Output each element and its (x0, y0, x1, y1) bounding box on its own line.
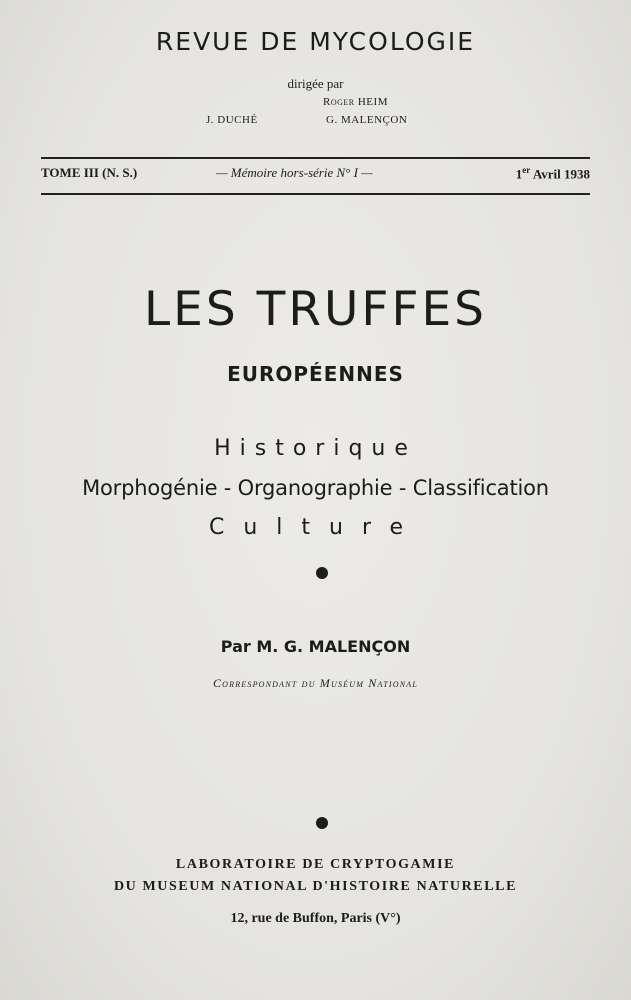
publisher-line-2: DU MUSEUM NATIONAL D'HISTOIRE NATURELLE (113, 879, 518, 894)
book-subtitle: EUROPÉENNES (227, 362, 404, 386)
topic-culture: Culture (208, 515, 423, 540)
top-rule (41, 157, 590, 159)
author-affiliation: Correspondant du Muséum National (212, 676, 419, 690)
date-rest: Avril 1938 (530, 166, 590, 182)
topic-morphogenie: Morphogénie - Organographie - Classification (82, 476, 549, 500)
author-line: Par M. G. MALENÇON (220, 637, 411, 656)
issue-line (41, 165, 590, 185)
bottom-rule (41, 193, 590, 195)
publisher-line-1: LABORATOIRE DE CRYPTOGAMIE (175, 857, 456, 872)
memoir-label: — Mémoire hors-série N° I — (216, 165, 373, 180)
issue-date (516, 165, 590, 182)
editor-heim: Roger HEIM (323, 96, 388, 108)
editor-malencon: G. MALENÇON (326, 114, 408, 126)
date-sup: er (522, 165, 531, 175)
ornament-dot-2 (316, 817, 328, 829)
publisher-address: 12, rue de Buffon, Paris (V°) (230, 911, 401, 926)
volume-label: TOME III (N. S.) (41, 165, 138, 180)
journal-title: REVUE DE MYCOLOGIE (155, 27, 476, 56)
directed-by-label: dirigée par (287, 76, 344, 91)
editor-duche: J. DUCHÉ (206, 114, 258, 126)
topic-historique: Historique (214, 436, 417, 461)
ornament-dot-1 (316, 567, 328, 579)
date-day: 1 (515, 166, 523, 182)
book-title: LES TRUFFES (143, 282, 488, 337)
